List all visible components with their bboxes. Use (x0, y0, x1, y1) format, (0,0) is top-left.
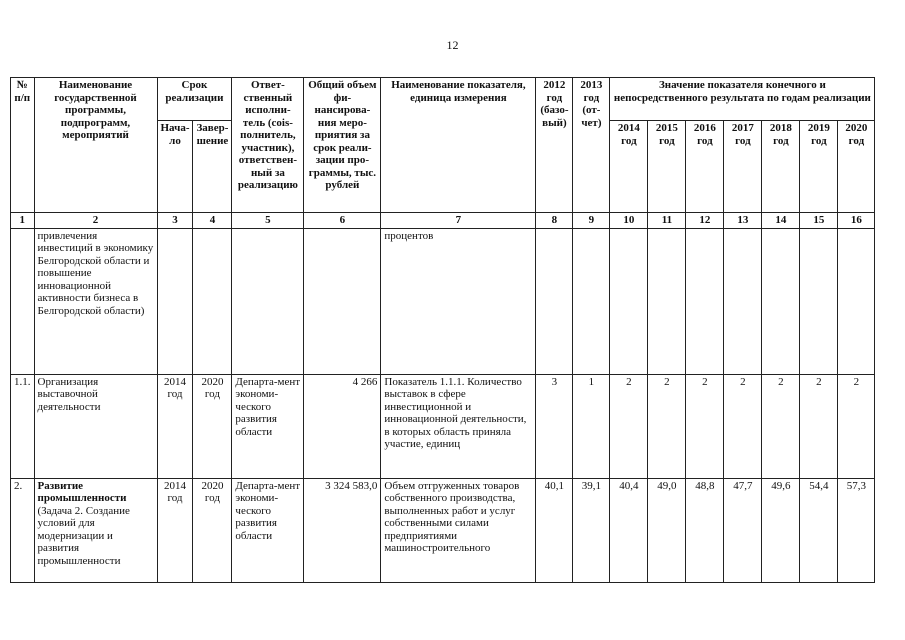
row-value-2014 (610, 228, 648, 374)
header-year-2014: 2014 год (610, 121, 648, 213)
row-end (193, 228, 232, 374)
row-value-2016: 48,8 (686, 478, 724, 582)
row-value-2014: 40,4 (610, 478, 648, 582)
row-start: 2014 год (157, 374, 193, 478)
header-values: Значение показателя конечного и непосредственного результата по годам реализации (610, 78, 875, 121)
header-year-2018: 2018 год (762, 121, 800, 213)
row-value-2019: 2 (800, 374, 838, 478)
row-indicator: процентов (381, 228, 536, 374)
row-volume (304, 228, 381, 374)
row-exec: Департа-мент экономи-ческого развития области (232, 478, 304, 582)
row-value-2016 (686, 228, 724, 374)
row-exec: Департа-мент экономи-ческого развития области (232, 374, 304, 478)
row-2012: 40,1 (536, 478, 573, 582)
col-number: 12 (686, 213, 724, 229)
header-volume: Общий объем фи-нансирова-ния меро-приятия за срок реали-зации про-граммы, тыс. рублей (304, 78, 381, 213)
col-number: 14 (762, 213, 800, 229)
row-end: 2020 год (193, 478, 232, 582)
col-number: 6 (304, 213, 381, 229)
col-number: 3 (157, 213, 193, 229)
row-start (157, 228, 193, 374)
program-table (10, 77, 875, 583)
col-number: 7 (381, 213, 536, 229)
col-number: 9 (573, 213, 610, 229)
col-number: 1 (11, 213, 35, 229)
row-name: привлечения инвестиций в экономику Белгородской области и повышение инновационной активности бизнеса в Белгородской области) (34, 228, 157, 374)
header-start: Нача-ло (157, 121, 193, 213)
row-value-2016: 2 (686, 374, 724, 478)
row-volume: 4 266 (304, 374, 381, 478)
row-name-cell (34, 478, 157, 582)
col-number: 5 (232, 213, 304, 229)
col-number: 8 (536, 213, 573, 229)
row-2012 (536, 228, 573, 374)
row-value-2020 (838, 228, 875, 374)
header-2013: 2013 год (от-чет) (573, 78, 610, 213)
header-exec: Ответ-ственный исполни-тель (сois-полнитель, участник), ответствен-ный за реализацию (232, 78, 304, 213)
row-2012: 3 (536, 374, 573, 478)
row-value-2015 (648, 228, 686, 374)
row-volume: 3 324 583,0 (304, 478, 381, 582)
header-year-2019: 2019 год (800, 121, 838, 213)
col-number: 16 (838, 213, 875, 229)
row-value-2019 (800, 228, 838, 374)
row-name: (Задача 2. Создание условий для модернизации и развития промышленности (37, 504, 130, 567)
row-value-2017 (724, 228, 762, 374)
col-number: 11 (648, 213, 686, 229)
header-indicator: Наименование показателя, единица измерения (381, 78, 536, 213)
table-row (11, 478, 875, 582)
col-number: 15 (800, 213, 838, 229)
column-number-row (11, 213, 875, 229)
header-year-2016: 2016 год (686, 121, 724, 213)
row-name-bold: Развитие промышленности (37, 479, 127, 504)
row-value-2020: 2 (838, 374, 875, 478)
row-value-2019: 54,4 (800, 478, 838, 582)
row-value-2020: 57,3 (838, 478, 875, 582)
row-value-2017: 47,7 (724, 478, 762, 582)
row-value-2018: 49,6 (762, 478, 800, 582)
table-row (11, 228, 875, 374)
header-name: Наименование государственной программы, подпрограмм, мероприятий (34, 78, 157, 213)
header-row-1 (11, 78, 875, 121)
row-indicator: Объем отгруженных товаров собственного производства, выполненных работ и услуг собственными силами предприятиями машиностроительного (381, 478, 536, 582)
row-indicator: Показатель 1.1.1. Количество выставок в сфере инвестиционной и инновационной деятельности, в которых область приняла участие, единиц (381, 374, 536, 478)
row-value-2018 (762, 228, 800, 374)
header-year-2020: 2020 год (838, 121, 875, 213)
row-no: 2. (11, 478, 35, 582)
header-year-2017: 2017 год (724, 121, 762, 213)
col-number: 4 (193, 213, 232, 229)
col-number: 10 (610, 213, 648, 229)
row-exec (232, 228, 304, 374)
header-period: Срок реализации (157, 78, 232, 121)
header-year-2015: 2015 год (648, 121, 686, 213)
row-value-2015: 49,0 (648, 478, 686, 582)
col-number: 13 (724, 213, 762, 229)
row-value-2014: 2 (610, 374, 648, 478)
page-number: 12 (446, 38, 459, 52)
header-no: № п/п (11, 78, 35, 213)
row-end: 2020 год (193, 374, 232, 478)
col-number: 2 (34, 213, 157, 229)
row-2013: 39,1 (573, 478, 610, 582)
row-value-2017: 2 (724, 374, 762, 478)
row-value-2018: 2 (762, 374, 800, 478)
row-2013: 1 (573, 374, 610, 478)
table-row (11, 374, 875, 478)
row-no (11, 228, 35, 374)
row-2013 (573, 228, 610, 374)
row-name: Организация выставочной деятельности (34, 374, 157, 478)
row-no: 1.1. (11, 374, 35, 478)
row-value-2015: 2 (648, 374, 686, 478)
row-start: 2014 год (157, 478, 193, 582)
header-end: Завер-шение (193, 121, 232, 213)
header-2012: 2012 год (базо-вый) (536, 78, 573, 213)
